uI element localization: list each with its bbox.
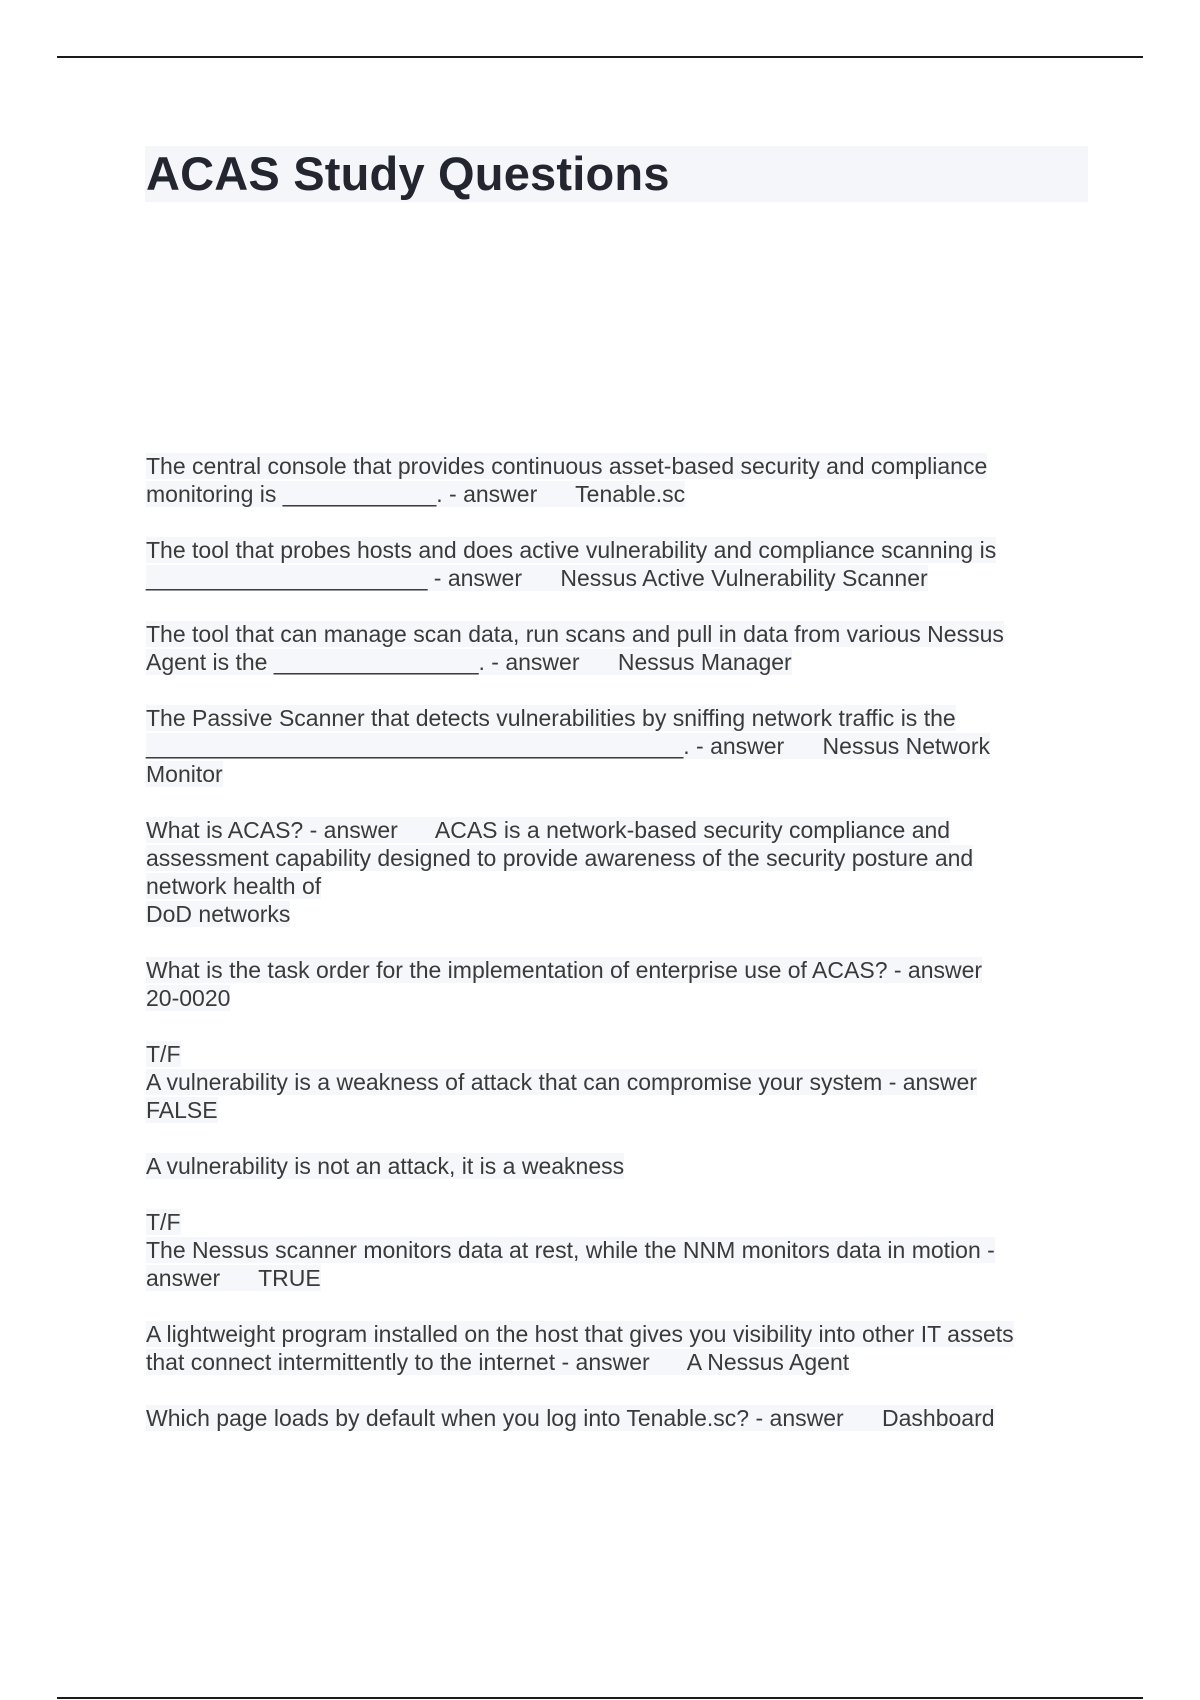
qa-line (146, 844, 1076, 872)
qa-line (146, 1348, 1076, 1376)
qa-line (146, 956, 1076, 984)
qa-line-text: answer TRUE (146, 1265, 321, 1291)
qa-line-text: A lightweight program installed on the host that gives you visibility into other IT assets (146, 1321, 1014, 1347)
qa-line-text: The Nessus scanner monitors data at rest, while the NNM monitors data in motion - (146, 1237, 995, 1263)
qa-line-text: The Passive Scanner that detects vulnerabilities by sniffing network traffic is the (146, 705, 956, 731)
qa-item (146, 536, 1076, 592)
qa-line (146, 620, 1076, 648)
qa-line-text: that connect intermittently to the internet - answer A Nessus Agent (146, 1349, 850, 1375)
qa-item (146, 620, 1076, 676)
qa-line-text: assessment capability designed to provide awareness of the security posture and (146, 845, 974, 871)
qa-line (146, 900, 1076, 928)
qa-item (146, 704, 1076, 788)
qa-line (146, 648, 1076, 676)
qa-line-text: Monitor (146, 761, 223, 787)
qa-line-text: What is ACAS? - answer ACAS is a network-based security compliance and (146, 817, 951, 843)
qa-line (146, 452, 1076, 480)
qa-line (146, 1208, 1076, 1236)
qa-item (146, 956, 1076, 1012)
page-title: ACAS Study Questions (146, 147, 670, 200)
qa-line-text: A vulnerability is not an attack, it is a weakness (146, 1153, 625, 1179)
qa-line (146, 1096, 1076, 1124)
qa-line (146, 1236, 1076, 1264)
qa-line-text: T/F (146, 1209, 181, 1235)
qa-line-text: monitoring is ____________. - answer Tenable.sc (146, 481, 686, 507)
qa-line (146, 1264, 1076, 1292)
qa-line-text: Which page loads by default when you log into Tenable.sc? - answer Dashboard (146, 1405, 995, 1431)
qa-item (146, 1320, 1076, 1376)
qa-line-text: DoD networks (146, 901, 291, 927)
qa-line (146, 1040, 1076, 1068)
qa-item (146, 1404, 1076, 1432)
qa-line-text: network health of (146, 873, 322, 899)
qa-line (146, 732, 1076, 760)
qa-line-text: 20-0020 (146, 985, 231, 1011)
qa-item (146, 1208, 1076, 1292)
qa-line-text: Agent is the ________________. - answer Nessus Manager (146, 649, 792, 675)
qa-item (146, 816, 1076, 928)
qa-line-text: FALSE (146, 1097, 218, 1123)
top-rule (57, 56, 1143, 58)
qa-line (146, 872, 1076, 900)
qa-item (146, 1040, 1076, 1124)
qa-line (146, 1320, 1076, 1348)
qa-line (146, 564, 1076, 592)
qa-line (146, 480, 1076, 508)
qa-line-text: T/F (146, 1041, 181, 1067)
qa-item (146, 452, 1076, 508)
qa-line (146, 816, 1076, 844)
qa-line (146, 1152, 1076, 1180)
qa-line (146, 1404, 1076, 1432)
qa-line-text: __________________________________________. - answer Nessus Network (146, 733, 990, 759)
qa-line-text: A vulnerability is a weakness of attack that can compromise your system - answer (146, 1069, 977, 1095)
qa-line-text: What is the task order for the implementation of enterprise use of ACAS? - answer (146, 957, 983, 983)
qa-item (146, 1152, 1076, 1180)
qa-line (146, 1068, 1076, 1096)
qa-line (146, 760, 1076, 788)
qa-line-text: ______________________ - answer Nessus Active Vulnerability Scanner (146, 565, 928, 591)
qa-line-text: The tool that can manage scan data, run scans and pull in data from various Nessus (146, 621, 1004, 647)
qa-line-text: The central console that provides continuous asset-based security and compliance (146, 453, 988, 479)
qa-line (146, 536, 1076, 564)
qa-line (146, 984, 1076, 1012)
qa-list (146, 452, 1076, 1460)
bottom-rule (57, 1697, 1143, 1699)
qa-line (146, 704, 1076, 732)
qa-line-text: The tool that probes hosts and does active vulnerability and compliance scanning is (146, 537, 997, 563)
